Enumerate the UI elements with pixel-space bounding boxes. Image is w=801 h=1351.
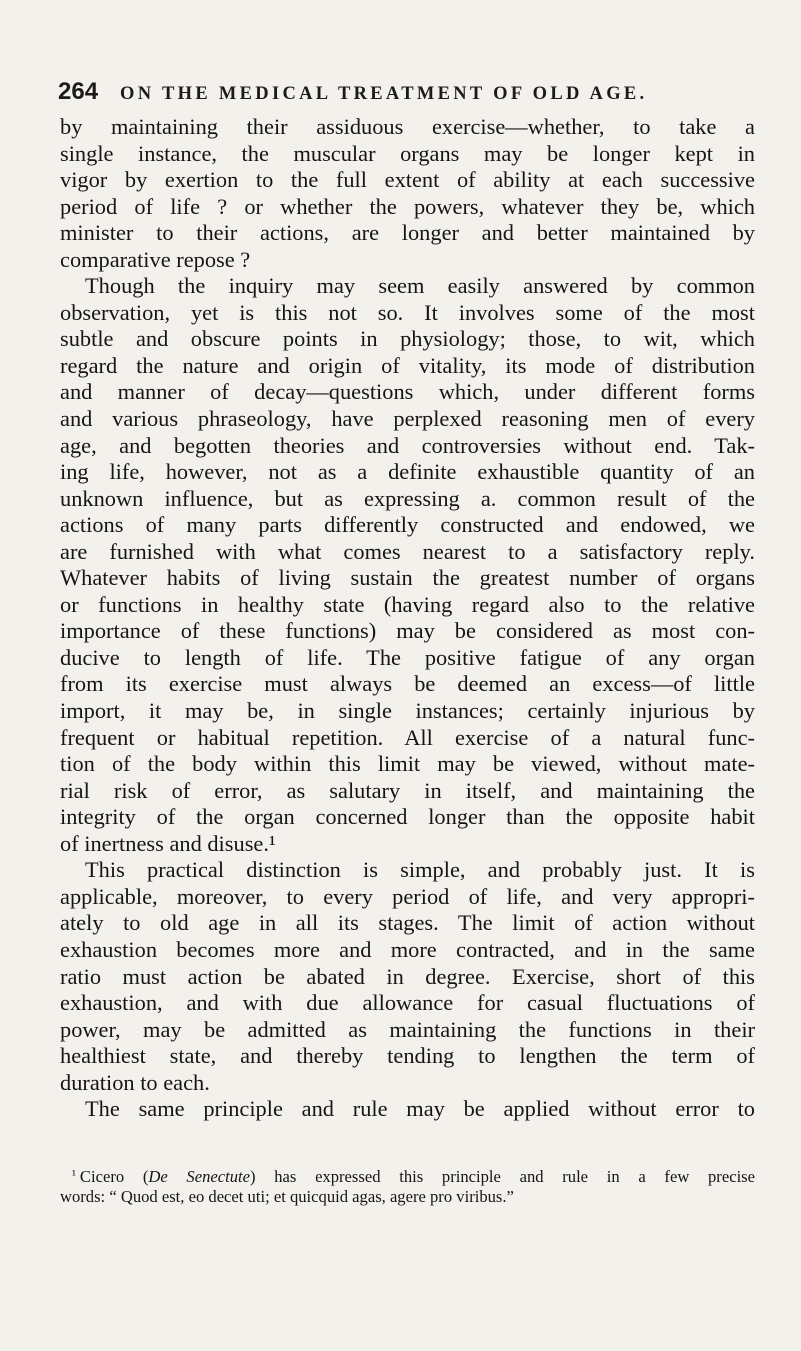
text-line: comparative repose ? bbox=[60, 246, 251, 272]
text-line: ratio must action be abated in degree. Exercise, short of this bbox=[60, 963, 755, 989]
running-title: ON THE MEDICAL TREATMENT OF OLD AGE. bbox=[120, 84, 648, 104]
text-line: and various phraseology, have perplexed reasoning men of every bbox=[60, 406, 755, 432]
text-line: rial risk of error, as salutary in itself, and maintaining the bbox=[60, 777, 755, 803]
text-line: ately to old age in all its stages. The limit of action without bbox=[60, 910, 755, 936]
text-line: actions of many parts differently constructed and endowed, we bbox=[60, 512, 755, 538]
text-line: ducive to length of life. The positive fatigue of any organ bbox=[60, 644, 755, 670]
text-line: of inertness and disuse.¹ bbox=[60, 830, 276, 856]
text-line: importance of these functions) may be considered as most con- bbox=[60, 618, 755, 644]
text-line: unknown influence, but as expressing a. common result of the bbox=[60, 485, 755, 511]
text-line: period of life ? or whether the powers, whatever they be, which bbox=[60, 193, 755, 219]
text-line: and manner of decay—questions which, under different forms bbox=[60, 379, 755, 405]
text-line: observation, yet is this not so. It involves some of the most bbox=[60, 299, 755, 325]
text-line: vigor by exertion to the full extent of ability at each successive bbox=[60, 167, 755, 193]
text-line: tion of the body within this limit may be viewed, without mate- bbox=[60, 751, 755, 777]
footnote-text: Cicero ( bbox=[79, 1167, 149, 1186]
text-line: integrity of the organ concerned longer than the opposite habit bbox=[60, 804, 755, 830]
text-line: import, it may be, in single instances; certainly injurious by bbox=[60, 698, 755, 724]
text-line: from its exercise must always be deemed an excess—of little bbox=[60, 671, 755, 697]
text-line: exhaustion becomes more and more contracted, and in the same bbox=[60, 936, 755, 962]
text-line: age, and begotten theories and controversies without end. Tak- bbox=[60, 432, 755, 458]
text-line: minister to their actions, are longer and better maintained by bbox=[60, 220, 755, 246]
footnote-text: ) has expressed this principle and rule in a few precise bbox=[250, 1167, 755, 1186]
text-line: healthiest state, and thereby tending to lengthen the term of bbox=[60, 1043, 755, 1069]
footnote bbox=[60, 1164, 755, 1208]
text-line: Whatever habits of living sustain the greatest number of organs bbox=[60, 565, 755, 591]
text-line: applicable, moreover, to every period of life, and very appropri- bbox=[60, 883, 755, 909]
footnote-marker: ¹ bbox=[72, 1167, 76, 1182]
text-line: power, may be admitted as maintaining the functions in their bbox=[60, 1016, 755, 1042]
text-line: duration to each. bbox=[60, 1069, 210, 1095]
footnote-citation-title: De Senectute bbox=[148, 1167, 251, 1186]
text-line: The same principle and rule may be applied without error to bbox=[85, 1096, 755, 1122]
text-line: by maintaining their assiduous exercise—whether, to take a bbox=[60, 114, 755, 139]
text-line: single instance, the muscular organs may be longer kept in bbox=[60, 140, 755, 166]
text-line: regard the nature and origin of vitality, its mode of distribution bbox=[60, 352, 755, 378]
footnote-line: words: “ Quod est, eo decet uti; et quicquid agas, agere pro viribus.” bbox=[60, 1187, 514, 1206]
text-line: are furnished with what comes nearest to a satisfactory reply. bbox=[60, 538, 755, 564]
body-text bbox=[60, 114, 755, 1123]
footnote-line bbox=[60, 1164, 755, 1186]
text-line: ing life, however, not as a definite exhaustible quantity of an bbox=[60, 459, 755, 485]
page-number: 264 bbox=[58, 78, 99, 105]
text-line: exhaustion, and with due allowance for casual fluctuations of bbox=[60, 990, 755, 1016]
text-line: This practical distinction is simple, and probably just. It is bbox=[85, 857, 755, 883]
text-line: Though the inquiry may seem easily answered by common bbox=[85, 273, 755, 299]
text-line: frequent or habitual repetition. All exercise of a natural func- bbox=[60, 724, 755, 750]
text-line: or functions in healthy state (having regard also to the relative bbox=[60, 591, 755, 617]
text-line: subtle and obscure points in physiology; those, to wit, which bbox=[60, 326, 755, 352]
page-header bbox=[58, 78, 748, 118]
